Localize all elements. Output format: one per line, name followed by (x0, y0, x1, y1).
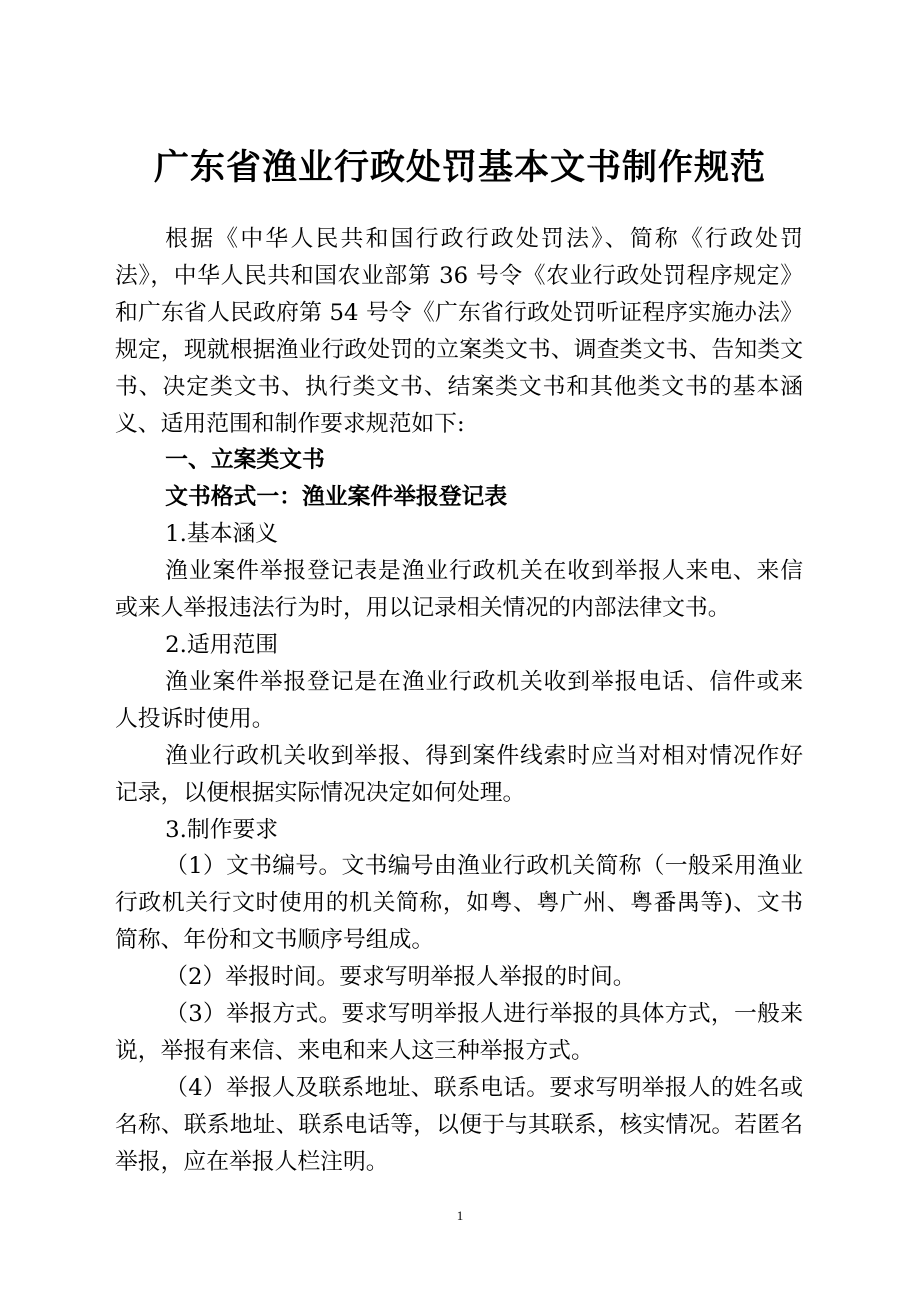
subheading-basic-meaning: 1.基本涵义 (165, 521, 279, 548)
requirement-item-4: （4）举报人及联系地址、联系电话。要求写明举报人的姓名或名称、联系地址、联系电话等，以便于与其联系，核实情况。若匿名举报，应在举报人栏注明。 (115, 1074, 803, 1175)
document-body (115, 221, 803, 1181)
document-title: 广东省渔业行政处罚基本文书制作规范 (153, 147, 766, 188)
subheading-scope: 2.适用范围 (165, 631, 279, 658)
paragraph-basic-meaning: 渔业案件举报登记表是渔业行政机关在收到举报人来电、来信或来人举报违法行为时，用以记录相关情况的内部法律文书。 (115, 558, 803, 622)
requirement-item-3: （3）举报方式。要求写明举报人进行举报的具体方式，一般来说，举报有来信、来电和来人这三种举报方式。 (115, 1001, 803, 1064)
paragraph-scope-1: 渔业案件举报登记是在渔业行政机关收到举报电话、信件或来人投诉时使用。 (115, 668, 803, 732)
page-number: 1 (456, 1208, 464, 1223)
requirement-item-2: （2）举报时间。要求写明举报人举报的时间。 (165, 964, 636, 991)
format-heading-report-form: 文书格式一：渔业案件举报登记表 (165, 484, 508, 511)
section-heading-filing: 一、立案类文书 (165, 447, 325, 474)
subheading-requirements: 3.制作要求 (165, 816, 279, 843)
requirement-item-1: （1）文书编号。文书编号由渔业行政机关简称（一般采用渔业行政机关行文时使用的机关简称，如粤、粤广州、粤番禺等)、文书简称、年份和文书顺序号组成。 (115, 853, 803, 954)
paragraph-scope-2: 渔业行政机关收到举报、得到案件线索时应当对相对情况作好记录，以便根据实际情况决定如何处理。 (115, 742, 803, 806)
intro-paragraph: 根据《中华人民共和国行政行政处罚法》、简称《行政处罚法》，中华人民共和国农业部第 36 号令《农业行政处罚程序规定》和广东省人民政府第 54 号令《广东省行政处罚听证程序实施办法》规定，现就根据渔业行政处罚的立案类文书、调查类文书、告知类文书、决定类文书、执行类文书、结案类文书和其他类文书的基本涵义、适用范围和制作要求规范如下: (115, 226, 803, 437)
